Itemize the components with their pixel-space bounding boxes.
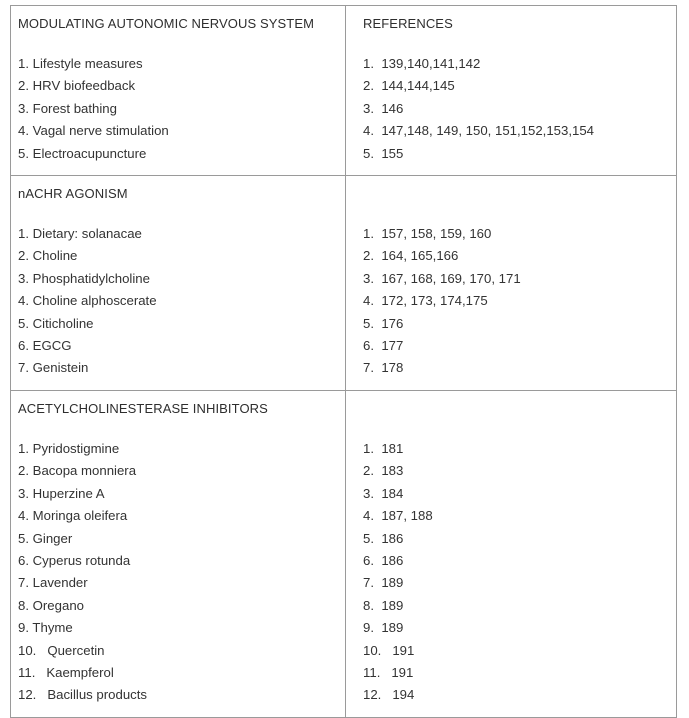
list-item: 1. 181: [363, 440, 404, 456]
list-item: 3. 146: [363, 100, 404, 116]
list-item: 7. Genistein: [18, 360, 89, 376]
references-cell-section-2: [346, 176, 677, 391]
list-item: 1. Dietary: solanacae: [18, 226, 142, 242]
list-item: 2. Choline: [18, 248, 78, 264]
list-item: 4. Moringa oleifera: [18, 508, 128, 524]
list-item: 2. 144,144,145: [363, 78, 455, 94]
list-item: 2. 164, 165,166: [363, 248, 459, 264]
list-item: 1. Lifestyle measures: [18, 56, 143, 71]
topic-cell-section-1: [11, 6, 346, 176]
list-item: 6. 186: [363, 552, 404, 568]
list-item: 3. 167, 168, 169, 170, 171: [363, 270, 521, 286]
list-item: 3. Forest bathing: [18, 100, 117, 116]
list-item: 3. Phosphatidylcholine: [18, 270, 150, 286]
section-title-acetylcholinesterase-inhibitors: ACETYLCHOLINESTERASE INHIBITORS: [18, 400, 268, 416]
list-item: 4. 172, 173, 174,175: [363, 293, 488, 309]
list-item: 12. 194: [363, 687, 415, 703]
list-item: 5. 176: [363, 315, 404, 331]
topic-cell-content: [11, 6, 345, 175]
list-item: 8. 189: [363, 597, 404, 613]
list-item: 9. 189: [363, 620, 404, 636]
table-row: [11, 6, 677, 176]
reference-item-list-section-3: [363, 438, 670, 707]
references-cell-content: [346, 176, 676, 390]
list-item: 6. EGCG: [18, 338, 72, 354]
list-item: 5. Electroacupuncture: [18, 145, 147, 161]
list-item: 6. Cyperus rotunda: [18, 552, 131, 568]
topic-cell-content: [11, 176, 345, 390]
list-item: 3. 184: [363, 485, 404, 501]
list-item: 11. 191: [363, 664, 414, 680]
list-item: 1. 139,140,141,142: [363, 56, 481, 71]
list-item: 10. 191: [363, 642, 415, 658]
topic-item-list-section-2: [18, 223, 339, 380]
section-title-nachr-agonism: nACHR AGONISM: [18, 186, 128, 202]
references-cell-content: [346, 6, 676, 175]
list-item: 4. 187, 188: [363, 508, 433, 524]
table-row: [11, 176, 677, 391]
reference-table: [10, 5, 677, 718]
table-row: [11, 390, 677, 717]
topic-item-list-section-1: [18, 53, 339, 165]
list-item: 4. Choline alphoscerate: [18, 293, 157, 309]
list-item: 6. 177: [363, 338, 404, 354]
reference-item-list-section-2: [363, 223, 670, 380]
list-item: 5. 186: [363, 530, 404, 546]
list-item: 1. 157, 158, 159, 160: [363, 226, 492, 242]
list-item: 8. Oregano: [18, 597, 84, 613]
list-item: 2. HRV biofeedback: [18, 78, 136, 94]
references-cell-section-1: [346, 6, 677, 176]
list-item: 9. Thyme: [18, 620, 73, 636]
topic-item-list-section-3: [18, 438, 339, 707]
references-cell-content: [346, 391, 676, 717]
list-item: 2. 183: [363, 463, 404, 479]
reference-item-list-section-1: [363, 53, 670, 165]
list-item: 1. Pyridostigmine: [18, 440, 120, 456]
list-item: 12. Bacillus products: [18, 687, 148, 703]
list-item: 4. Vagal nerve stimulation: [18, 123, 169, 139]
column-header-references: REFERENCES: [363, 16, 453, 31]
list-item: 7. 178: [363, 360, 404, 376]
list-item: 5. Ginger: [18, 530, 73, 546]
list-item: 3. Huperzine A: [18, 485, 105, 501]
list-item: 2. Bacopa monniera: [18, 463, 137, 479]
list-item: 10. Quercetin: [18, 642, 105, 658]
topic-cell-section-2: [11, 176, 346, 391]
topic-cell-content: [11, 391, 345, 717]
table-body: [11, 6, 677, 718]
topic-cell-section-3: [11, 390, 346, 717]
section-title-modulating-autonomic-nervous-system: MODULATING AUTONOMIC NERVOUS SYSTEM: [18, 16, 315, 31]
list-item: 7. Lavender: [18, 575, 88, 591]
list-item: 5. 155: [363, 145, 404, 161]
list-item: 4. 147,148, 149, 150, 151,152,153,154: [363, 123, 594, 139]
list-item: 11. Kaempferol: [18, 664, 114, 680]
list-item: 7. 189: [363, 575, 404, 591]
list-item: 5. Citicholine: [18, 315, 94, 331]
references-cell-section-3: [346, 390, 677, 717]
